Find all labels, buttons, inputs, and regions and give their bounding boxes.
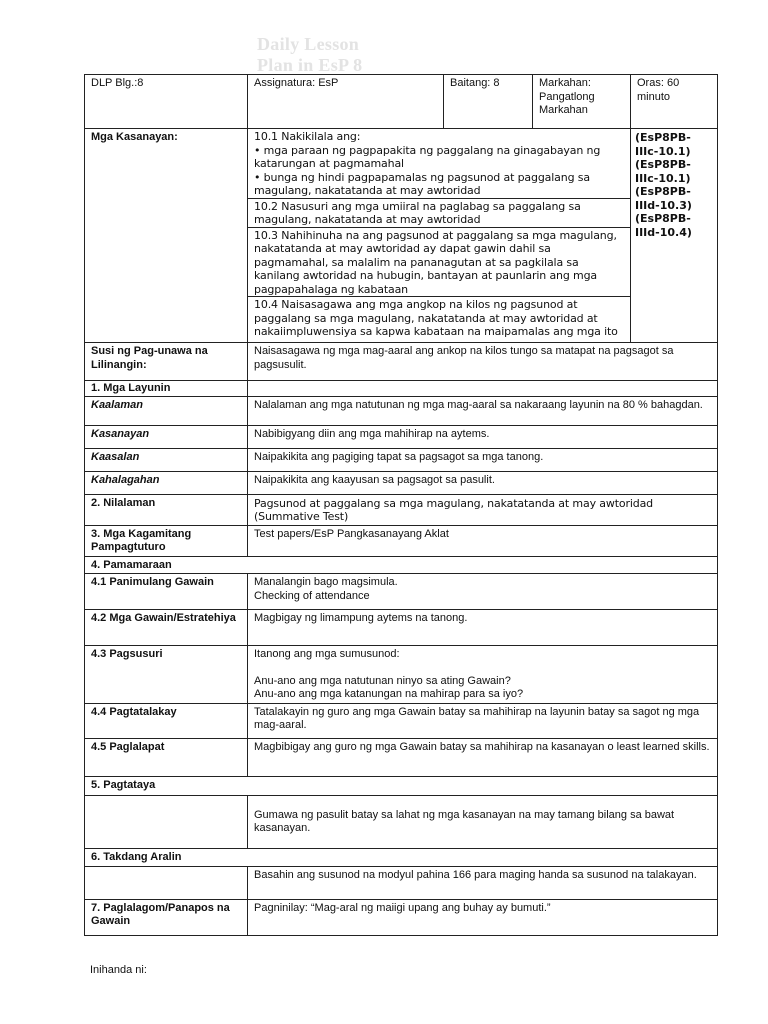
objective-kasanayan-row [85,425,718,448]
procedure-4-2-row [85,610,718,646]
closing-row [85,899,718,935]
competency-10-1-bullet-2: • bunga ng hindi pagpapamalas ng pagsunod at paggalang sa magulang, nakatatanda at may awtoridad [254,170,590,197]
procedure-4-4-label: 4.4 Pagtatalakay [85,703,248,738]
closing-value: Pagninilay: “Mag-aral ng maiigi upang ang buhay ay bumuti.” [248,899,718,935]
procedure-4-1-label: 4.1 Panimulang Gawain [85,574,248,610]
objectives-row [85,381,718,397]
procedure-4-1-value [248,574,718,610]
watermark-line-1: Daily Lesson [257,34,360,54]
header-row [85,75,718,129]
lesson-plan-table [84,74,718,936]
assignment-row [85,866,718,899]
assignment-value: Basahin ang susunod na modyul pahina 166 para maging handa sa susunod na talakayan. [248,866,718,899]
key-understanding-row [85,343,718,381]
competencies-list [248,129,631,343]
quarter: Markahan: Pangatlong Markahan [533,75,631,129]
procedure-4-1-line: Checking of attendance [254,589,370,602]
assessment-row [85,795,718,848]
competency-10-1-bullet-1: • mga paraan ng pagpapakita ng paggalang na ginagabayan ng katarungan at pagmamahal [254,143,601,170]
competency-codes [631,129,718,343]
kahalagahan-value: Naipakikita ang kaayusan sa pagsagot sa pasulit. [248,471,718,494]
competencies-row [85,129,718,343]
competency-code: (EsP8PB-IIId-10.3) [635,185,692,212]
procedure-4-4-value: Tatalakayin ng guro ang mga Gawain batay sa mahihirap na layunin batay sa sagot ng mga mag-aaral. [248,703,718,738]
assessment-label: 5. Pagtataya [85,776,718,795]
procedure-4-3-value [248,646,718,704]
procedure-4-2-value: Magbigay ng limampung aytems na tanong. [248,610,718,646]
objective-kaalaman-row [85,396,718,425]
content-value: Pagsunod at paggalang sa mga magulang, nakatatanda at may awtoridad (Summative Test) [248,494,718,525]
competency-10-1-title: 10.1 Nakikilala ang: [254,130,361,143]
objectives-label: 1. Mga Layunin [85,381,248,397]
procedure-4-3-label: 4.3 Pagsusuri [85,646,248,704]
grade-level: Baitang: 8 [444,75,533,129]
competency-10-4: 10.4 Naisasagawa ang mga angkop na kilos ng pagsunod at paggalang sa mga magulang, nakatatanda at may awtoridad at nakaiimpluwensiya sa kapwa kabataan na maipamalas ang mga ito [254,298,618,338]
competency-10-4-cell [248,297,630,343]
objective-kahalagahan-row [85,471,718,494]
procedure-4-1-line: Manalangin bago magsimula. [254,576,398,588]
prepared-by: Inihanda ni: [90,964,147,976]
competency-code: (EsP8PB-IIId-10.4) [635,212,692,239]
kasanayan-label: Kasanayan [85,425,248,448]
assessment-label-row [85,776,718,795]
competency-10-2: 10.2 Nasusuri ang mga umiiral na paglabag sa paggalang sa magulang, nakatatanda at may awtoridad [248,198,630,227]
time-allotment: Oras: 60 minuto [631,75,718,129]
procedure-4-3-line: Anu-ano ang mga natutunan ninyo sa ating Gawain? [254,674,511,687]
content-label: 2. Nilalaman [85,494,248,525]
dlp-number: DLP Blg.:8 [85,75,248,129]
materials-row [85,525,718,556]
closing-label: 7. Paglalagom/Panapos na Gawain [85,899,248,935]
objective-kaasalan-row [85,448,718,471]
competency-code: (EsP8PB-IIIc-10.1) [635,158,691,185]
key-understanding-label: Susi ng Pag-unawa na Lilinangin: [85,343,248,381]
materials-value: Test papers/EsP Pangkasanayang Aklat [248,525,718,556]
assignment-label-row [85,848,718,866]
procedure-label: 4. Pamamaraan [85,556,718,574]
procedure-row [85,556,718,574]
assessment-value: Gumawa ng pasulit batay sa lahat ng mga kasanayan na may tamang bilang sa bawat kasanayan. [248,795,718,848]
kasanayan-value: Nabibigyang diin ang mga mahihirap na aytems. [248,425,718,448]
watermark-line-2: Plan in EsP 8 [257,55,363,75]
kaasalan-label: Kaasalan [85,448,248,471]
competency-code: (EsP8PB-IIIc-10.1) [635,131,691,158]
competencies-label: Mga Kasanayan: [85,129,248,343]
kaasalan-value: Naipakikita ang pagiging tapat sa pagsagot sa mga tanong. [248,448,718,471]
materials-label: 3. Mga Kagamitang Pampagtuturo [85,525,248,556]
competency-10-3: 10.3 Nahihinuha na ang pagsunod at paggalang sa mga magulang, nakatatanda at may awtoridad ay dapat gawin dahil sa pagmamahal, sa malalim na pananagutan at sa pagkilala sa kanilang awtoridad na hubugin, bantayan at paunlarin ang mga pagpapahalaga ng kabataan [248,227,630,297]
procedure-4-4-row [85,703,718,738]
kaalaman-label: Kaalaman [85,396,248,425]
procedure-4-1-row [85,574,718,610]
procedure-4-3-line: Anu-ano ang mga katanungan na mahirap para sa iyo? [254,688,524,700]
key-understanding-value: Naisasagawa ng mga mag-aaral ang ankop na kilos tungo sa matapat na pagsagot sa pagsusulit. [248,343,718,381]
kaalaman-value: Nalalaman ang mga natutunan ng mga mag-aaral sa nakaraang layunin na 80 % bahagdan. [248,396,718,425]
procedure-4-5-label: 4.5 Paglalapat [85,738,248,776]
content-row [85,494,718,525]
competency-10-1 [248,129,630,198]
subject: Assignatura: EsP [248,75,444,129]
procedure-4-5-value: Magbibigay ang guro ng mga Gawain batay sa mahihirap na kasanayan o least learned skills. [248,738,718,776]
watermark [257,34,362,76]
kahalagahan-label: Kahalagahan [85,471,248,494]
procedure-4-3-line: Itanong ang mga sumusunod: [254,648,400,660]
assignment-label: 6. Takdang Aralin [85,848,718,866]
procedure-4-3-row [85,646,718,704]
procedure-4-2-label: 4.2 Mga Gawain/Estratehiya [85,610,248,646]
procedure-4-5-row [85,738,718,776]
